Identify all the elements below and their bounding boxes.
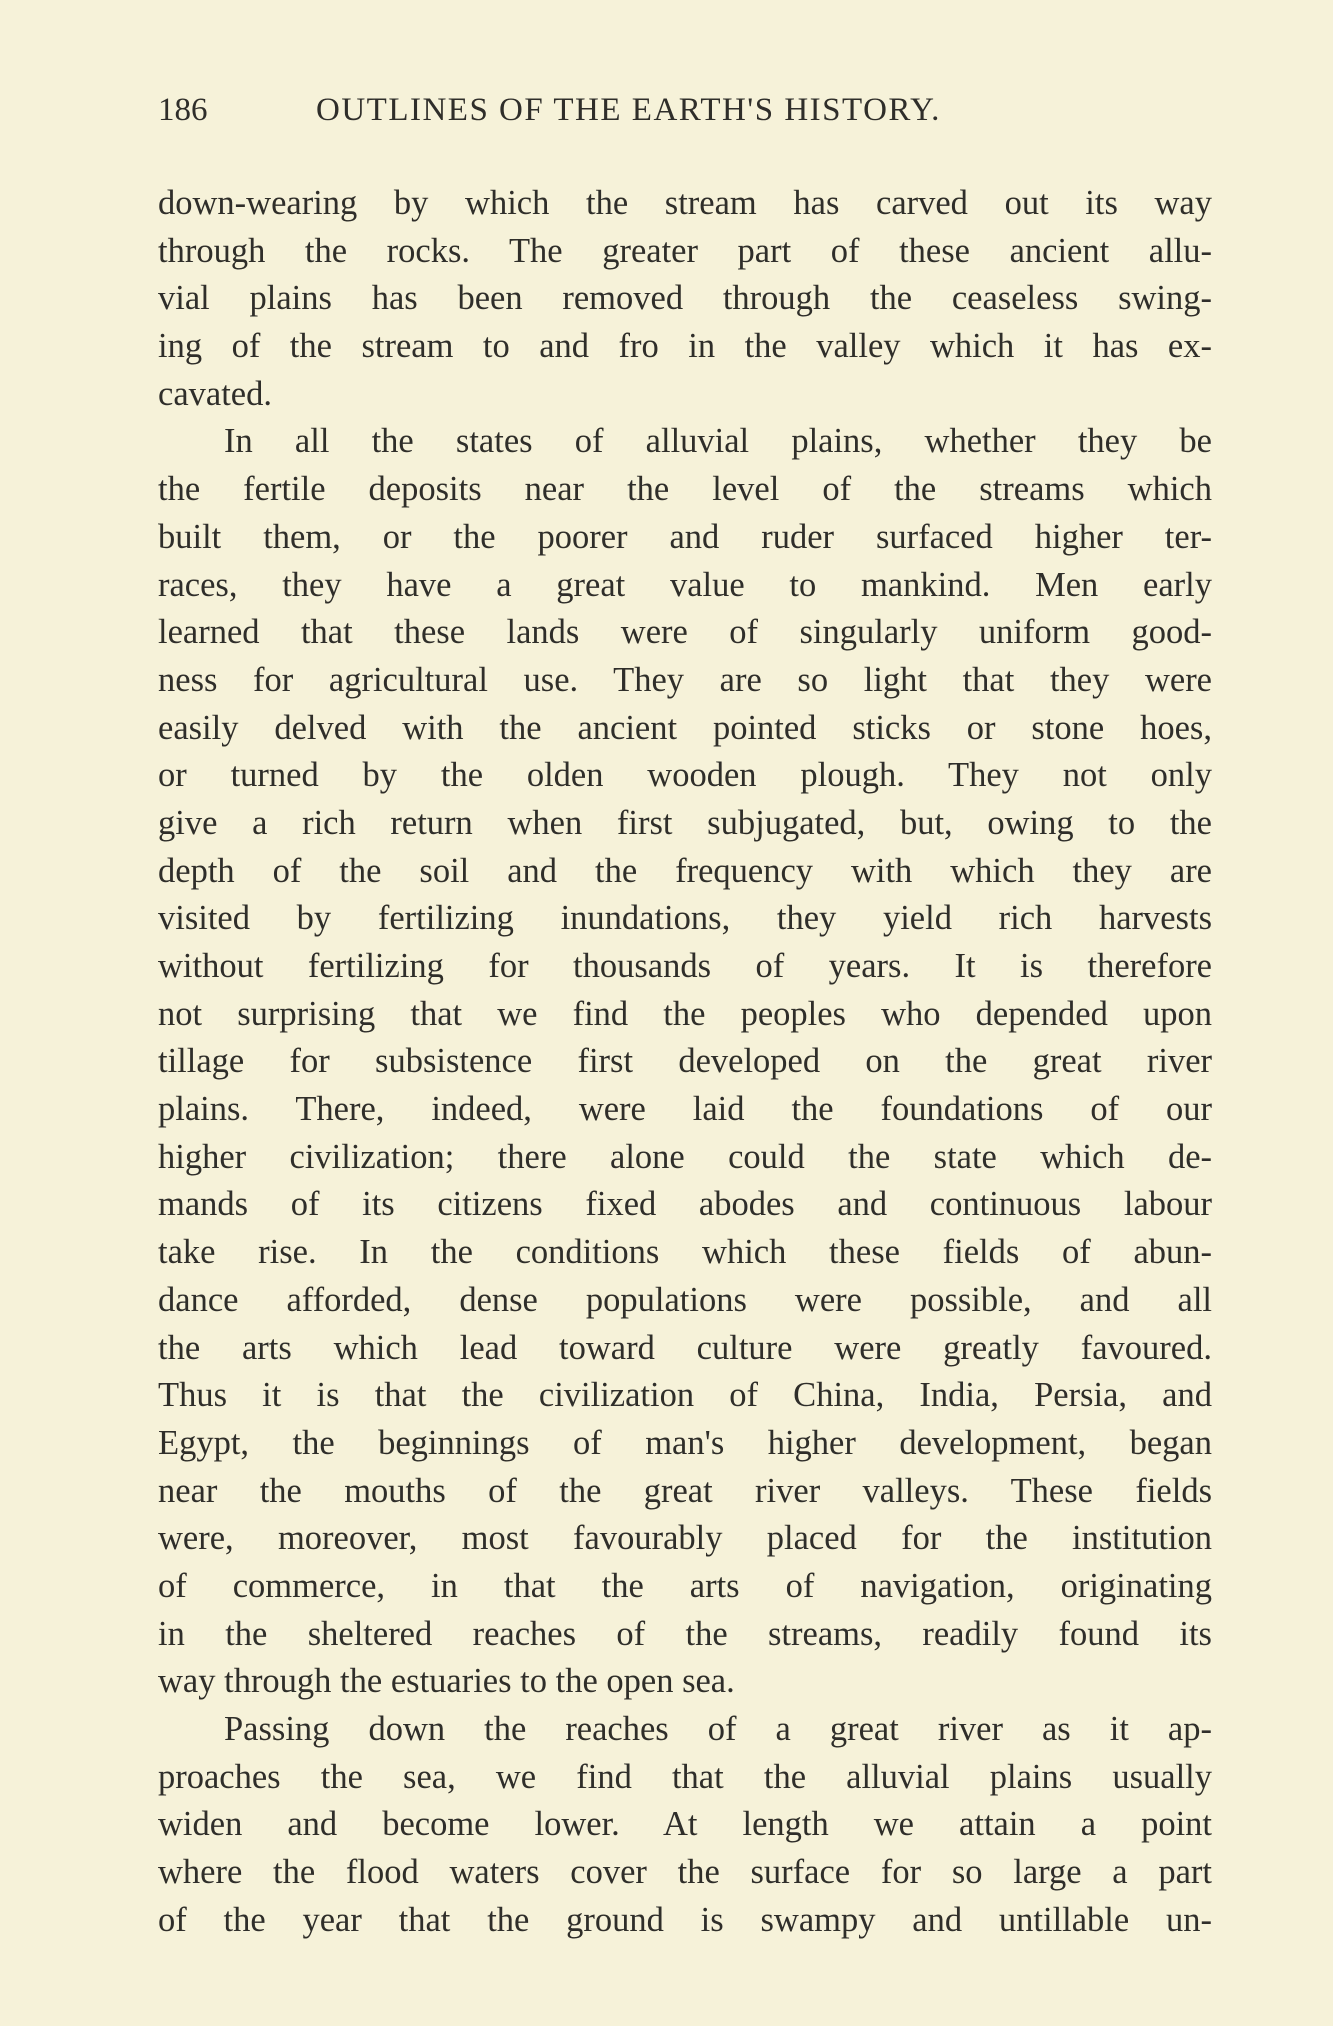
text-line: of the year that the ground is swampy and untillable un- xyxy=(158,1900,1212,1939)
text-line: Egypt, the beginnings of man's higher development, began xyxy=(158,1423,1212,1462)
text-line: dance afforded, dense populations were possible, and all xyxy=(158,1280,1212,1319)
text-line: way through the estuaries to the open sea. xyxy=(158,1662,735,1701)
text-line: proaches the sea, we find that the alluvial plains usually xyxy=(158,1757,1212,1796)
text-line: widen and become lower. At length we attain a point xyxy=(158,1805,1212,1844)
body-text xyxy=(158,180,1212,1944)
text-line: built them, or the poorer and ruder surfaced higher ter- xyxy=(158,517,1212,556)
text-line: or turned by the olden wooden plough. They not only xyxy=(158,756,1212,795)
text-line: depth of the soil and the frequency with which they are xyxy=(158,851,1212,890)
text-line: not surprising that we find the peoples who depended upon xyxy=(158,994,1212,1033)
text-line: cavated. xyxy=(158,374,272,413)
text-line: visited by fertilizing inundations, they yield rich harvests xyxy=(158,899,1212,938)
text-line: in the sheltered reaches of the streams, readily found its xyxy=(158,1614,1212,1653)
text-line: take rise. In the conditions which these fields of abun- xyxy=(158,1233,1212,1272)
text-line: of commerce, in that the arts of navigation, originating xyxy=(158,1566,1212,1605)
text-line: mands of its citizens fixed abodes and continuous labour xyxy=(158,1185,1212,1224)
text-line: were, moreover, most favourably placed for the institution xyxy=(158,1519,1212,1558)
text-line: vial plains has been removed through the ceaseless swing- xyxy=(158,279,1212,318)
text-line: In all the states of alluvial plains, whether they be xyxy=(224,422,1212,461)
text-line: ing of the stream to and fro in the valley which it has ex- xyxy=(158,327,1212,366)
text-line: where the flood waters cover the surface for so large a part xyxy=(158,1853,1212,1892)
text-line: tillage for subsistence first developed on the great river xyxy=(158,1042,1212,1081)
text-line: Passing down the reaches of a great river as it ap- xyxy=(224,1710,1212,1748)
text-line: plains. There, indeed, were laid the foundations of our xyxy=(158,1090,1212,1129)
text-line: races, they have a great value to mankind. Men early xyxy=(158,565,1212,604)
text-line: through the rocks. The greater part of these ancient allu- xyxy=(158,231,1212,270)
text-line: near the mouths of the great river valleys. These fields xyxy=(158,1471,1212,1510)
text-line: easily delved with the ancient pointed sticks or stone hoes, xyxy=(158,708,1212,747)
text-line: learned that these lands were of singularly uniform good- xyxy=(158,613,1212,652)
page-number: 186 xyxy=(158,92,208,128)
text-line: Thus it is that the civilization of China, India, Persia, and xyxy=(158,1376,1212,1415)
text-line: higher civilization; there alone could the state which de- xyxy=(158,1137,1212,1176)
text-line: the fertile deposits near the level of the streams which xyxy=(158,470,1212,509)
text-line: the arts which lead toward culture were greatly favoured. xyxy=(158,1328,1212,1367)
text-line: give a rich return when first subjugated, but, owing to the xyxy=(158,803,1212,842)
running-header xyxy=(158,92,1212,142)
text-line: down-wearing by which the stream has carved out its way xyxy=(158,184,1212,222)
text-line: without fertilizing for thousands of years. It is therefore xyxy=(158,947,1212,985)
text-line: ness for agricultural use. They are so light that they were xyxy=(158,660,1212,699)
running-title: OUTLINES OF THE EARTH'S HISTORY. xyxy=(316,92,941,128)
